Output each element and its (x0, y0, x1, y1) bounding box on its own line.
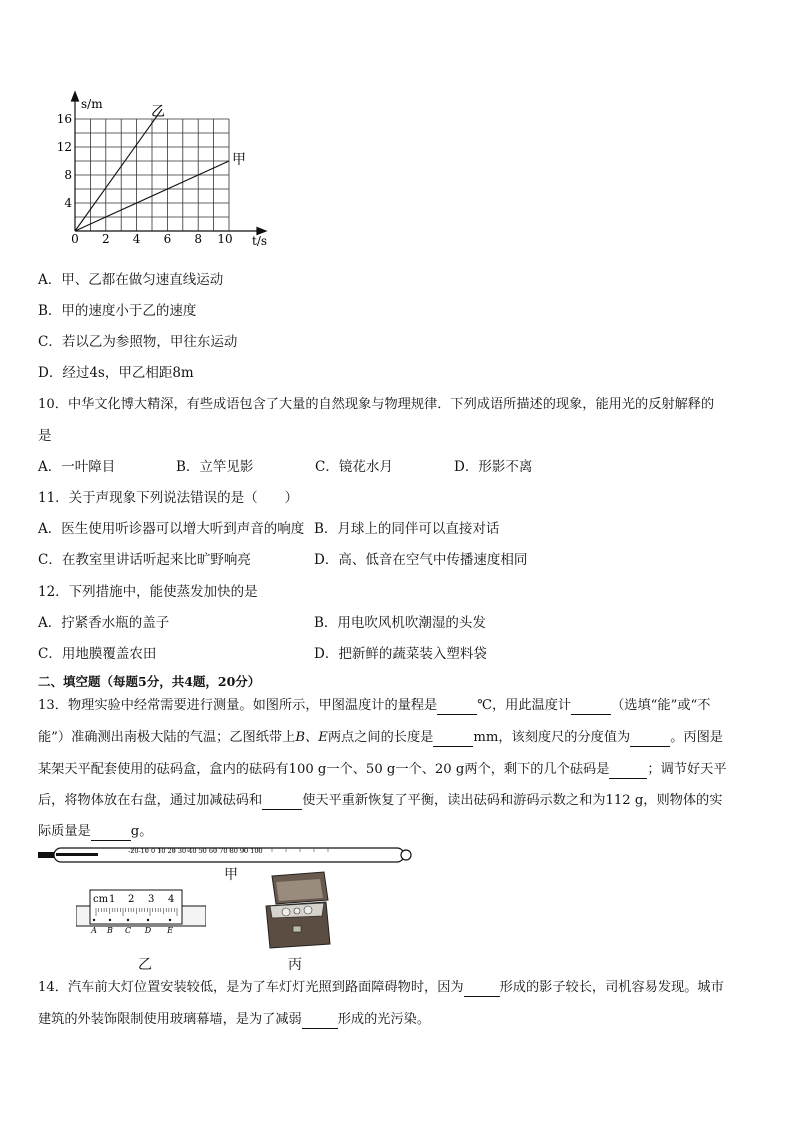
q12-option-c: C．用地膜覆盖农田 (38, 646, 157, 662)
tape-point-label: E (167, 926, 173, 935)
y-tick: 12 (56, 140, 72, 154)
q12-option-d: D．把新鲜的蔬菜装入塑料袋 (314, 646, 487, 662)
q10-stem-line1: 10．中华文化博大精深，有些成语包含了大量的自然现象与物理规律．下列成语所描述的现象，能用光的反射解释的 (38, 397, 715, 412)
q10-option-a: A．一叶障目 (38, 459, 116, 475)
line-yi-label: 乙 (151, 104, 165, 120)
q12-option-b: B．用电吹风机吹潮湿的头发 (314, 615, 486, 631)
st-graph (52, 88, 282, 253)
q10-option-c: C．镜花水月 (315, 459, 393, 475)
q12-stem: 12．下列措施中，能使蒸发加快的是 (38, 584, 258, 600)
answer-blank[interactable] (91, 826, 131, 841)
ruler-figure (76, 888, 206, 936)
ruler-number: 4 (168, 894, 175, 905)
line-yi (75, 109, 162, 231)
q9-option-d: D．经过4s，甲乙相距8m (38, 365, 194, 381)
answer-blank[interactable] (302, 1014, 338, 1029)
q11-option-c: C．在教室里讲话听起来比旷野响亮 (38, 552, 251, 568)
q10-option-b: B．立竿见影 (176, 459, 254, 475)
x-tick: 2 (101, 232, 110, 246)
q11-stem: 11．关于声现象下列说法错误的是（ ） (38, 490, 299, 506)
tape-point-label: B (107, 926, 113, 935)
thermometer-scale: -20-10 0 10 20 30 40 50 60 70 80 90 100 (128, 847, 263, 855)
q13-line1: 13．物理实验中经常需要进行测量。如图所示，甲图温度计的量程是 ℃，用此温度计 （选填“能”或“不 (38, 698, 711, 713)
q13-line5: 际质量是 g。 (38, 824, 153, 839)
ruler-unit: cm (93, 894, 109, 905)
x-tick: 0 (71, 232, 79, 246)
x-tick: 4 (132, 232, 141, 246)
answer-blank[interactable] (262, 795, 302, 810)
ruler-number: 3 (148, 894, 155, 905)
section-heading: 二、填空题（每题5分，共4题，20分） (38, 674, 261, 689)
x-tick: 8 (194, 232, 203, 246)
y-axis-label: s/m (81, 97, 103, 111)
thermometer-figure (36, 844, 416, 866)
answer-blank[interactable] (433, 732, 473, 747)
q9-option-a: A．甲、乙都在做匀速直线运动 (38, 272, 224, 288)
ruler-number: 1 (109, 894, 116, 905)
answer-blank[interactable] (571, 700, 611, 715)
x-tick: 6 (163, 232, 172, 246)
q11-option-b: B．月球上的同伴可以直接对话 (314, 521, 500, 537)
tape-point-label: C (124, 926, 132, 935)
answer-blank[interactable] (630, 732, 670, 747)
y-tick: 4 (64, 196, 72, 210)
answer-blank[interactable] (464, 982, 500, 997)
q13-line2: 能”）准确测出南极大陆的气温；乙图纸带上B、E两点之间的长度是 mm，该刻度尺的分度值为 。丙图是 (38, 730, 723, 745)
q14-line2: 建筑的外装饰限制使用玻璃幕墙，是为了减弱 形成的光污染。 (38, 1012, 431, 1027)
q13-line3: 某架天平配套使用的砝码盒，盒内的砝码有100 g一个、50 g一个、20 g两个，剩下的几个砝码是 ；调节好天平 (38, 762, 727, 777)
ruler-number: 2 (128, 894, 135, 905)
line-jia-label: 甲 (232, 152, 246, 168)
q14-line1: 14．汽车前大灯位置安装较低，是为了车灯灯光照到路面障碍物时，因为 形成的影子较长，司机容易发现。城市 (38, 980, 724, 995)
q11-option-a: A．医生使用听诊器可以增大听到声音的响度 (38, 521, 305, 537)
q11-option-d: D．高、低音在空气中传播速度相同 (314, 552, 528, 568)
y-tick: 8 (64, 168, 72, 182)
x-axis-label: t/s (252, 234, 268, 248)
tape-point-label: D (144, 926, 152, 935)
x-tick: 10 (217, 232, 233, 246)
answer-blank[interactable] (609, 764, 647, 779)
q10-option-d: D．形影不离 (454, 459, 533, 475)
q10-stem-line2: 是 (38, 428, 52, 444)
q9-option-b: B．甲的速度小于乙的速度 (38, 303, 197, 319)
weight-box-figure (262, 870, 334, 950)
figure-label-yi: 乙 (138, 957, 152, 973)
q9-option-c: C．若以乙为参照物，甲往东运动 (38, 334, 238, 350)
y-tick: 16 (56, 112, 72, 126)
figure-label-jia: 甲 (224, 867, 238, 883)
figure-label-bing: 丙 (288, 957, 302, 973)
q13-line4: 后，将物体放在右盘，通过加减砝码和 使天平重新恢复了平衡，读出砝码和游码示数之和为112 g，则物体的实 (38, 793, 723, 808)
tape-point-label: A (91, 926, 97, 935)
q12-option-a: A．拧紧香水瓶的盖子 (38, 615, 170, 631)
graph-grid (75, 119, 229, 231)
answer-blank[interactable] (437, 700, 477, 715)
